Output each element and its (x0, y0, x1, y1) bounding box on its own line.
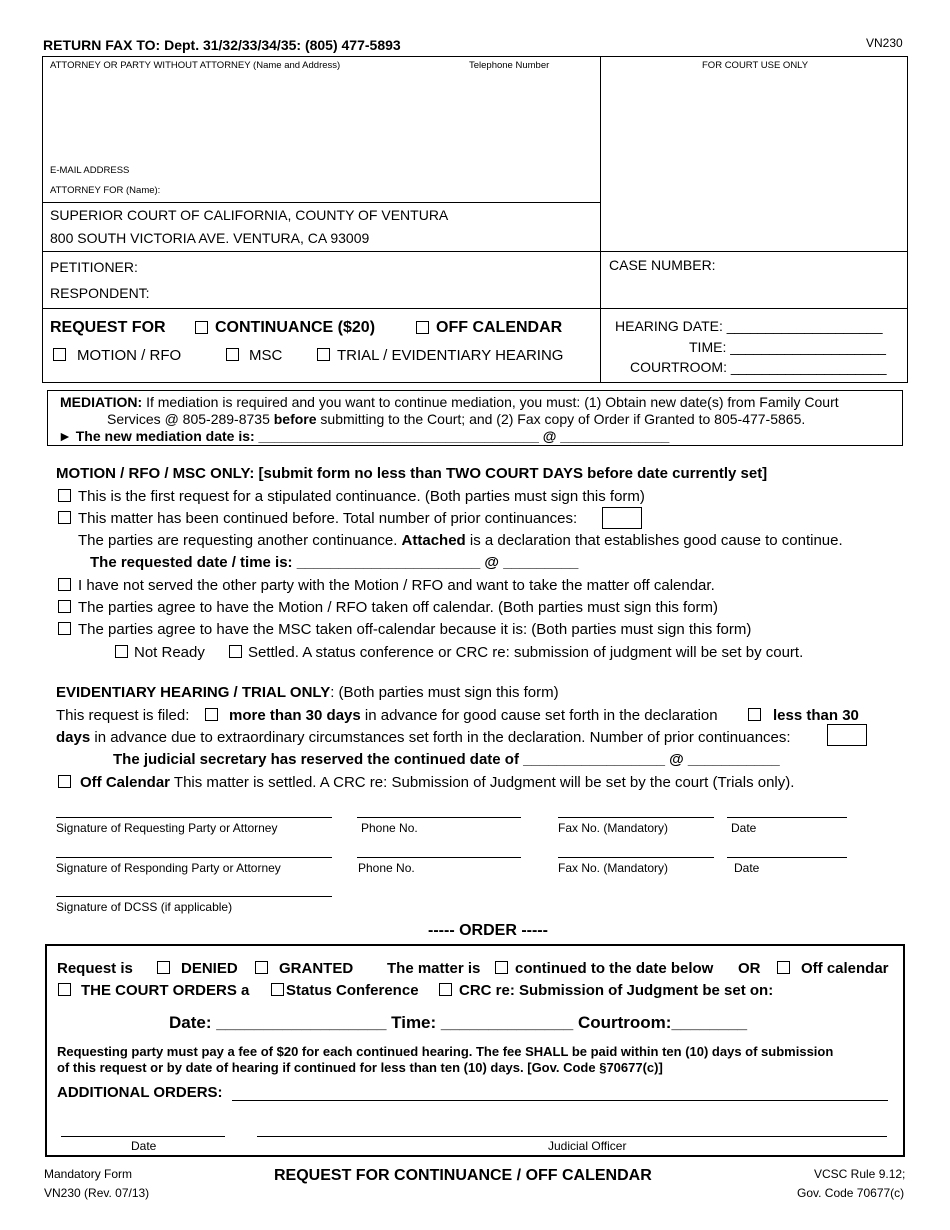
granted-label: GRANTED (279, 960, 354, 977)
attorney-for-label: ATTORNEY FOR (Name): (50, 185, 161, 196)
mandatory-form-label: Mandatory Form (44, 1167, 133, 1181)
continuance-label: CONTINUANCE ($20) (215, 319, 376, 336)
motion-heading: MOTION / RFO / MSC ONLY: [submit form no less than TWO COURT DAYS before date currently set] (56, 465, 768, 482)
court-orders-checkbox[interactable] (58, 983, 71, 996)
status-conference-label: Status Conference (286, 982, 419, 999)
email-label: E-MAIL ADDRESS (50, 165, 130, 176)
days-line: days in advance due to extraordinary circumstances set forth in the declaration. Number of prior continuances: (56, 729, 791, 746)
more-than-30-label: more than 30 days in advance for good cause set forth in the declaration (229, 707, 718, 724)
attorney-label: ATTORNEY OR PARTY WITHOUT ATTORNEY (Name and Address) (50, 60, 341, 71)
denied-label: DENIED (181, 960, 238, 977)
dcss-signature-label: Signature of DCSS (if applicable) (56, 900, 233, 914)
responding-phone-label: Phone No. (358, 861, 415, 875)
status-conference-checkbox[interactable] (271, 983, 284, 996)
granted-checkbox[interactable] (255, 961, 268, 974)
less-than-30-checkbox[interactable] (748, 708, 761, 721)
form-revision: VN230 (Rev. 07/13) (44, 1186, 150, 1200)
continued-checkbox[interactable] (495, 961, 508, 974)
trial-off-calendar-checkbox[interactable] (58, 775, 71, 788)
another-continuance-label: The parties are requesting another continuance. Attached is a declaration that establishes good cause to continue. (78, 532, 843, 549)
order-off-calendar-checkbox[interactable] (777, 961, 790, 974)
order-title: ----- ORDER ----- (428, 922, 548, 939)
not-ready-checkbox[interactable] (115, 645, 128, 658)
trial-off-calendar-label: Off Calendar This matter is settled. A CRC re: Submission of Judgment will be set by the court (Trials only). (80, 774, 795, 791)
mediation-line2: Services @ 805-289-8735 before submitting to the Court; and (2) Fax copy of Order if Granted to 805-477-5865. (107, 411, 806, 427)
agree-off-calendar-checkbox[interactable] (58, 600, 71, 613)
continued-before-label: This matter has been continued before. Total number of prior continuances: (78, 510, 578, 527)
form-title: REQUEST FOR CONTINUANCE / OFF CALENDAR (274, 1167, 652, 1184)
trial-hearing-checkbox[interactable] (317, 348, 330, 361)
first-request-label: This is the first request for a stipulated continuance. (Both parties must sign this form) (78, 488, 645, 505)
responding-date-label: Date (734, 861, 760, 875)
requesting-signature-label: Signature of Requesting Party or Attorney (56, 821, 278, 835)
hearing-time-field[interactable]: TIME: ____________________ (689, 339, 886, 355)
not-served-label: I have not served the other party with the Motion / RFO and want to take the matter off calendar. (78, 577, 715, 594)
court-use-label: FOR COURT USE ONLY (702, 60, 809, 71)
request-for-label: REQUEST FOR (50, 319, 166, 336)
hearing-date-field[interactable]: HEARING DATE: ____________________ (615, 318, 883, 334)
denied-checkbox[interactable] (157, 961, 170, 974)
not-served-checkbox[interactable] (58, 578, 71, 591)
requested-date-field[interactable]: The requested date / time is: ______________________ @ _________ (90, 554, 579, 571)
telephone-label: Telephone Number (469, 60, 550, 71)
settled-label: Settled. A status conference or CRC re: submission of judgment will be set by court. (248, 644, 804, 661)
reserved-date-field[interactable]: The judicial secretary has reserved the continued date of _________________ @ ___________ (113, 751, 780, 768)
requesting-phone-label: Phone No. (361, 821, 418, 835)
off-calendar-checkbox[interactable] (416, 321, 429, 334)
additional-orders-label: ADDITIONAL ORDERS: (57, 1084, 223, 1101)
gov-code-reference: Gov. Code 70677(c) (797, 1186, 905, 1200)
settled-checkbox[interactable] (229, 645, 242, 658)
return-fax-line: RETURN FAX TO: Dept. 31/32/33/34/35: (805) 477-5893 (43, 37, 401, 53)
less-than-30-label: less than 30 (773, 707, 859, 724)
evidentiary-prior-continuances-box[interactable] (827, 724, 867, 746)
mediation-line1: MEDIATION: If mediation is required and you want to continue mediation, you must: (1) Obtain new date(s) from Family Court (60, 394, 839, 410)
continued-before-checkbox[interactable] (58, 511, 71, 524)
responding-signature-label: Signature of Responding Party or Attorney (56, 861, 281, 875)
order-date-label: Date (131, 1139, 157, 1153)
first-request-checkbox[interactable] (58, 489, 71, 502)
matter-is-label: The matter is (387, 960, 481, 977)
fee-notice-line1: Requesting party must pay a fee of $20 for each continued hearing. The fee SHALL be paid within ten (10) days of submission (57, 1044, 834, 1059)
trial-hearing-label: TRIAL / EVIDENTIARY HEARING (337, 347, 564, 364)
petitioner-label: PETITIONER: (50, 259, 138, 275)
evidentiary-heading: EVIDENTIARY HEARING / TRIAL ONLY: (Both parties must sign this form) (56, 684, 559, 701)
mediation-new-date[interactable]: ► The new mediation date is: ____________________________________ @ ______________ (58, 428, 670, 444)
not-ready-label: Not Ready (134, 644, 205, 661)
responding-fax-label: Fax No. (Mandatory) (558, 861, 669, 875)
crc-label: CRC re: Submission of Judgment be set on: (459, 982, 774, 999)
continuance-checkbox[interactable] (195, 321, 208, 334)
case-number-label: CASE NUMBER: (609, 257, 716, 273)
prior-continuances-box[interactable] (602, 507, 642, 529)
rule-reference: VCSC Rule 9.12; (814, 1167, 906, 1181)
filed-label: This request is filed: (56, 707, 190, 724)
fee-notice-line2: of this request or by date of hearing if continued for less than ten (10) days. [Gov. Code §70677(c)] (57, 1060, 663, 1075)
requesting-fax-label: Fax No. (Mandatory) (558, 821, 669, 835)
msc-off-calendar-label: The parties agree to have the MSC taken off-calendar because it is: (Both parties must sign this form) (78, 621, 752, 638)
order-off-calendar-label: Off calendar (801, 960, 889, 977)
motion-rfo-checkbox[interactable] (53, 348, 66, 361)
court-address: 800 SOUTH VICTORIA AVE. VENTURA, CA 93009 (50, 230, 370, 246)
agree-off-calendar-label: The parties agree to have the Motion / RFO taken off calendar. (Both parties must sign this form) (78, 599, 719, 616)
order-date-time-courtroom[interactable]: Date: __________________ Time: ______________ Courtroom:________ (169, 1013, 748, 1032)
msc-label: MSC (249, 347, 283, 364)
or-label: OR (738, 960, 761, 977)
msc-checkbox[interactable] (226, 348, 239, 361)
off-calendar-label: OFF CALENDAR (436, 319, 563, 336)
request-is-label: Request is (57, 960, 133, 977)
motion-rfo-label: MOTION / RFO (77, 347, 182, 364)
msc-off-calendar-checkbox[interactable] (58, 622, 71, 635)
continued-label: continued to the date below (515, 960, 714, 977)
form-code: VN230 (866, 36, 903, 50)
judicial-officer-label: Judicial Officer (548, 1139, 627, 1153)
requesting-date-label: Date (731, 821, 757, 835)
court-orders-label: THE COURT ORDERS a (81, 982, 250, 999)
crc-checkbox[interactable] (439, 983, 452, 996)
courtroom-field[interactable]: COURTROOM: ____________________ (630, 359, 887, 375)
more-than-30-checkbox[interactable] (205, 708, 218, 721)
respondent-label: RESPONDENT: (50, 285, 150, 301)
court-name: SUPERIOR COURT OF CALIFORNIA, COUNTY OF VENTURA (50, 207, 449, 223)
